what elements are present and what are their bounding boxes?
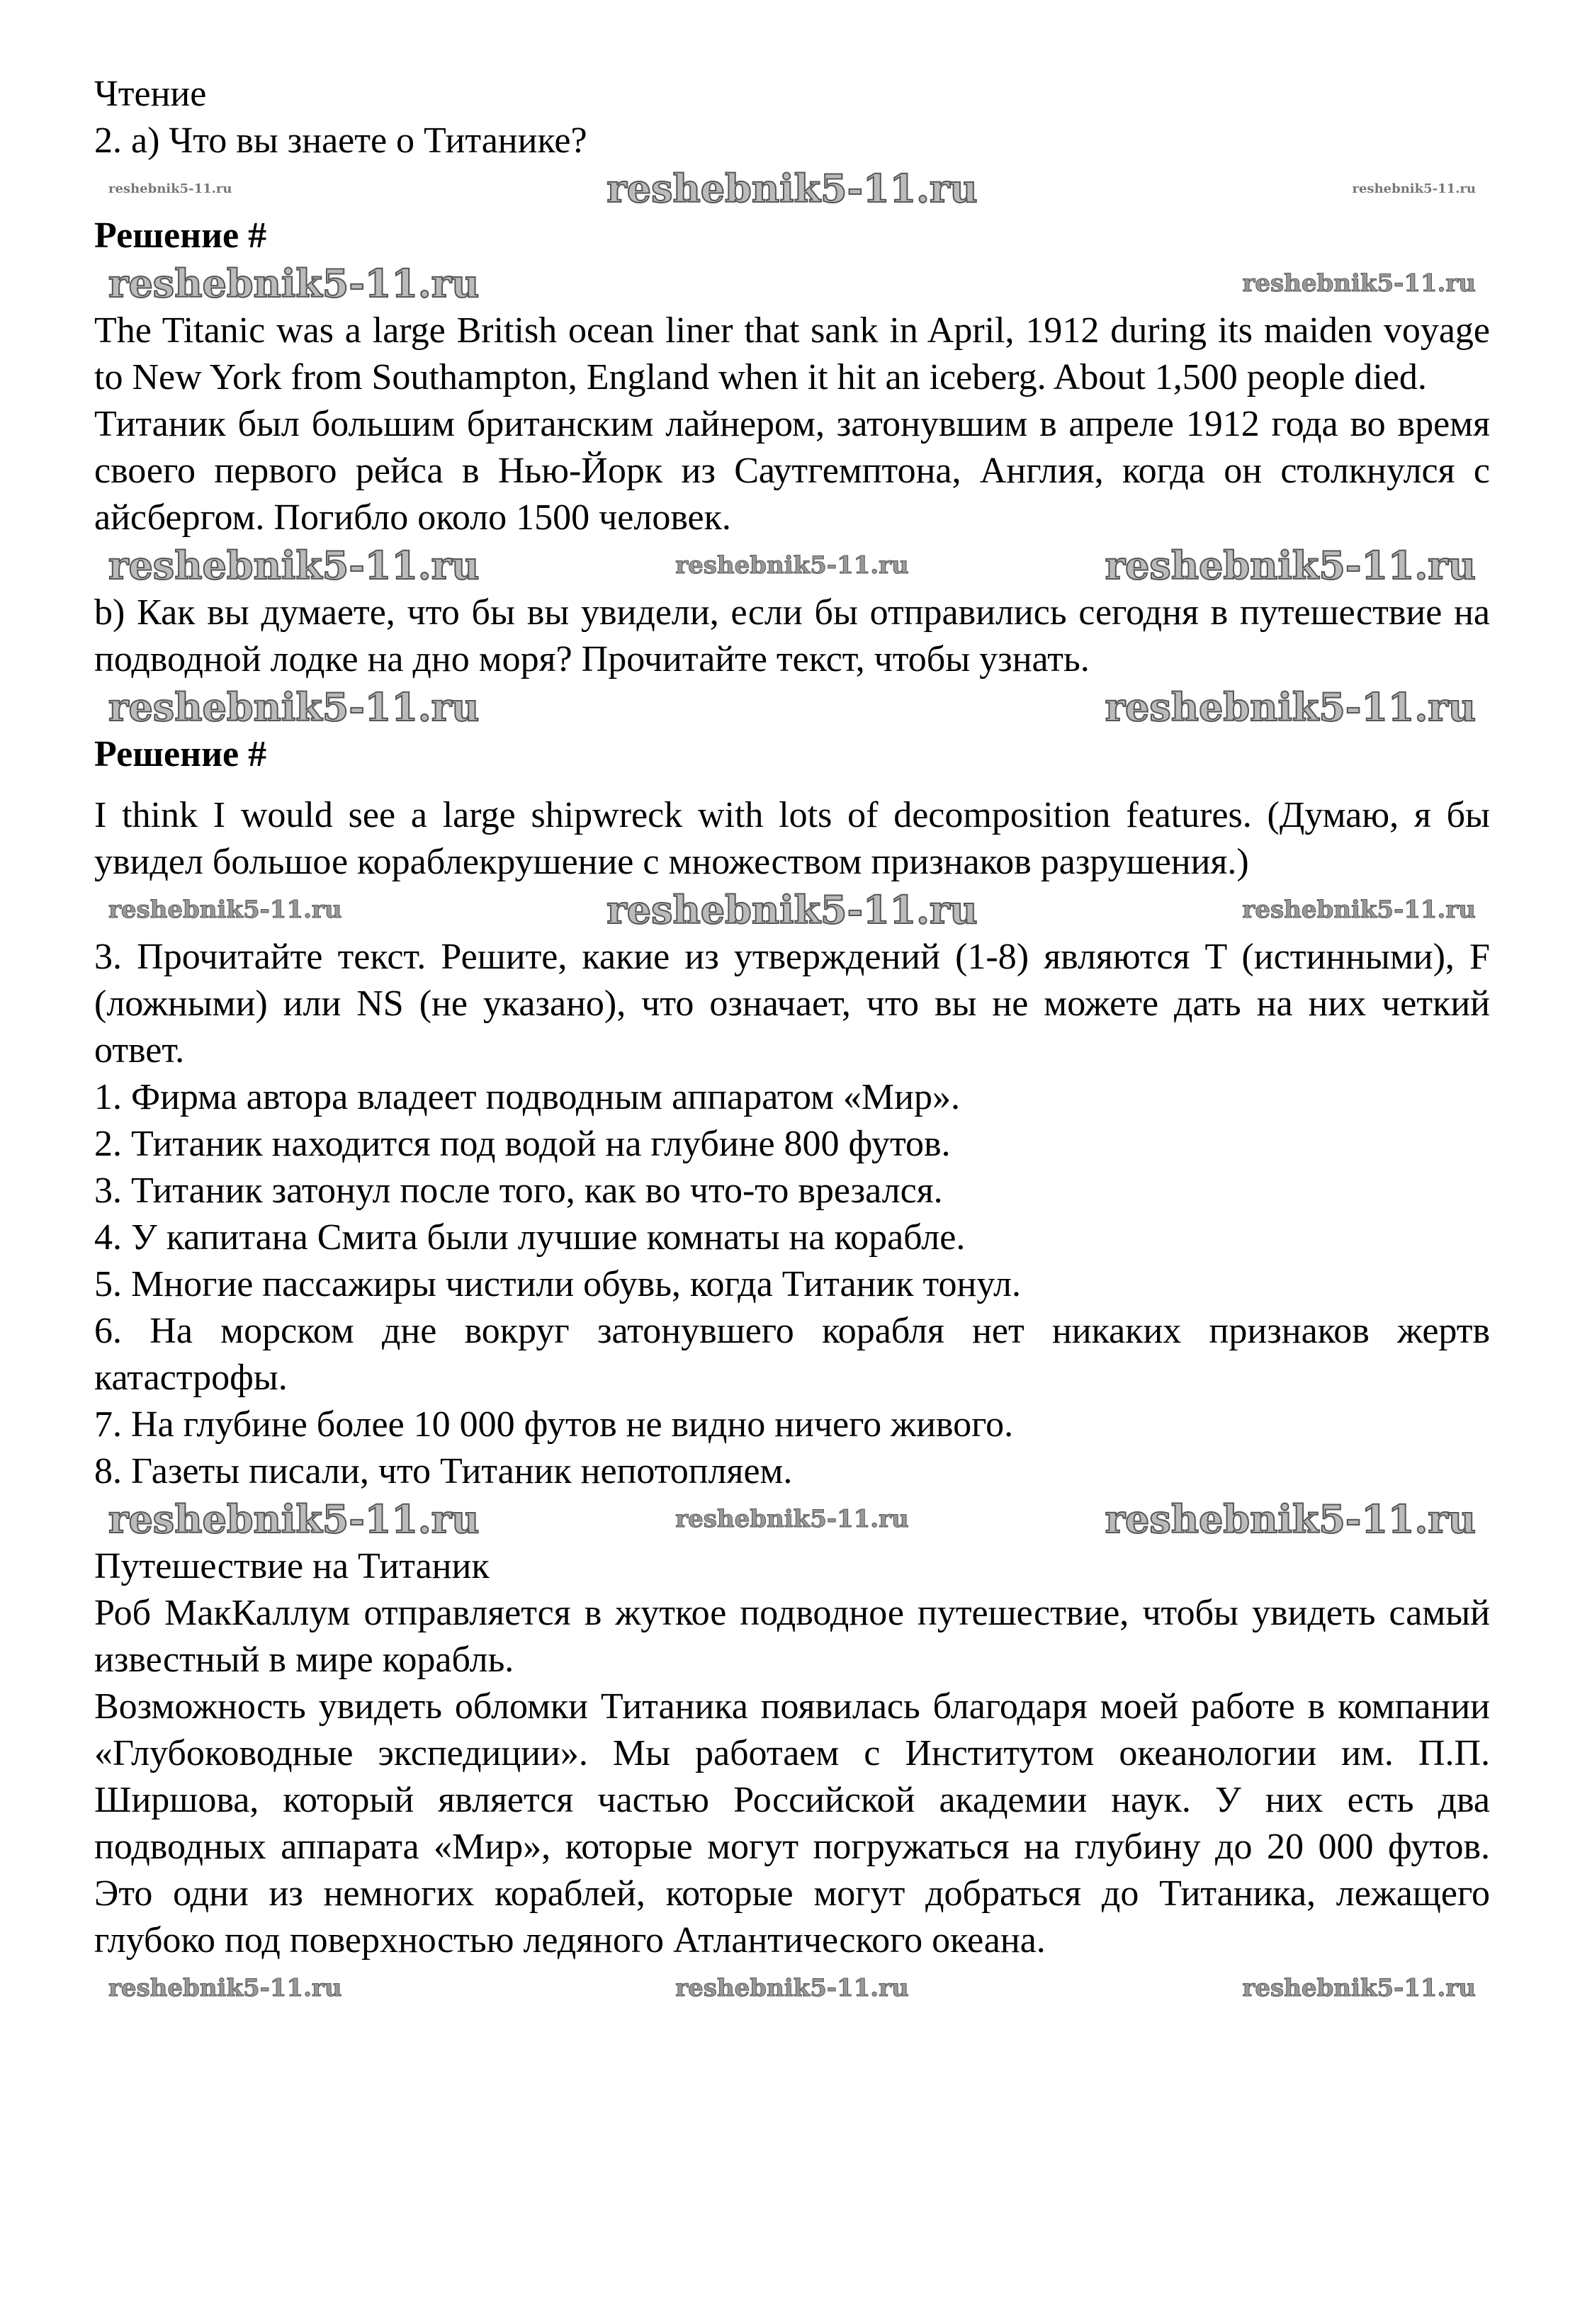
watermark: reshebnik5-11.ru xyxy=(1352,181,1476,196)
watermark: reshebnik5-11.ru xyxy=(675,551,909,580)
task-2b: b) Как вы думаете, что бы вы увидели, если бы отправились сегодня в путешествие на подводной лодке на дно моря? Прочитайте текст, чтобы узнать. xyxy=(94,592,1490,679)
watermark-row xyxy=(94,164,1490,213)
watermark: reshebnik5-11.ru xyxy=(1242,896,1476,924)
text-body: Возможность увидеть обломки Титаника появилась благодаря моей работе в компании «Глубоководные экспедиции». Мы работаем с Институтом океанологии им. П.П. Ширшова, который является частью Российской академии наук. У них есть два подводных аппарата «Мир», которые могут погружаться на глубину до 20 000 футов. Это одни из немногих кораблей, которые могут добраться до Титаника, лежащего глубоко под поверхностью ледяного Атлантического океана. xyxy=(94,1686,1490,1961)
watermark: reshebnik5-11.ru xyxy=(108,1974,342,2002)
watermark-row xyxy=(94,683,1490,731)
watermark: reshebnik5-11.ru xyxy=(1105,684,1476,730)
watermark-row xyxy=(94,1495,1490,1543)
watermark: reshebnik5-11.ru xyxy=(108,261,480,306)
watermark: reshebnik5-11.ru xyxy=(108,1496,480,1542)
statement: 5. Многие пассажиры чистили обувь, когда Титаник тонул. xyxy=(94,1264,1021,1304)
watermark-row xyxy=(94,259,1490,308)
watermark-row xyxy=(94,1964,1490,2012)
watermark: reshebnik5-11.ru xyxy=(108,684,480,730)
statement: 6. На морском дне вокруг затонувшего корабля нет никаких признаков жертв катастрофы. xyxy=(94,1311,1490,1398)
statement: 3. Титаник затонул после того, как во что-то врезался. xyxy=(94,1171,943,1211)
watermark: reshebnik5-11.ru xyxy=(108,181,232,196)
document-page xyxy=(94,71,1490,2012)
watermark: reshebnik5-11.ru xyxy=(108,543,480,588)
task-3: 3. Прочитайте текст. Решите, какие из утверждений (1-8) являются T (истинными), F (ложными) или NS (не указано), что означает, что вы не можете дать на них четкий ответ. xyxy=(94,937,1490,1071)
statement: 1. Фирма автора владеет подводным аппаратом «Мир». xyxy=(94,1077,960,1117)
watermark: reshebnik5-11.ru xyxy=(675,1505,909,1533)
statement: 4. У капитана Смита были лучшие комнаты на корабле. xyxy=(94,1217,966,1258)
watermark: reshebnik5-11.ru xyxy=(108,896,342,924)
answer-2a-ru: Титаник был большим британским лайнером, затонувшим в апреле 1912 года во время своего первого рейса в Нью-Йорк из Саутгемптона, Англия, когда он столкнулся с айсбергом. Погибло около 1500 человек. xyxy=(94,404,1490,538)
statements-list xyxy=(94,1074,1490,1495)
answer-2a-en: The Titanic was a large British ocean liner that sank in April, 1912 during its maiden voyage to New York from Southampton, England when it hit an iceberg. About 1,500 people died. xyxy=(94,310,1490,397)
watermark-row xyxy=(94,541,1490,590)
watermark: reshebnik5-11.ru xyxy=(675,1974,909,2002)
statement: 8. Газеты писали, что Титаник непотопляем. xyxy=(94,1451,793,1491)
watermark: reshebnik5-11.ru xyxy=(606,166,978,211)
section-heading: Чтение xyxy=(94,74,207,114)
solution-label-1: Решение # xyxy=(94,215,267,256)
watermark: reshebnik5-11.ru xyxy=(1105,1496,1476,1542)
text-title: Путешествие на Титаник xyxy=(94,1546,490,1586)
watermark: reshebnik5-11.ru xyxy=(1242,1974,1476,2002)
answer-2b: I think I would see a large shipwreck with lots of decomposition features. (Думаю, я бы увидел большое кораблекрушение с множеством признаков разрушения.) xyxy=(94,795,1490,882)
solution-label-2: Решение # xyxy=(94,734,267,774)
watermark-row xyxy=(94,886,1490,934)
task-2a: 2. a) Что вы знаете о Титанике? xyxy=(94,120,587,161)
statement: 7. На глубине более 10 000 футов не видно ничего живого. xyxy=(94,1404,1014,1445)
statement: 2. Титаник находится под водой на глубине 800 футов. xyxy=(94,1124,951,1164)
text-lead: Роб МакКаллум отправляется в жуткое подводное путешествие, чтобы увидеть самый известный в мире корабль. xyxy=(94,1593,1490,1680)
watermark: reshebnik5-11.ru xyxy=(1105,543,1476,588)
watermark: reshebnik5-11.ru xyxy=(606,887,978,932)
watermark: reshebnik5-11.ru xyxy=(1242,269,1476,298)
